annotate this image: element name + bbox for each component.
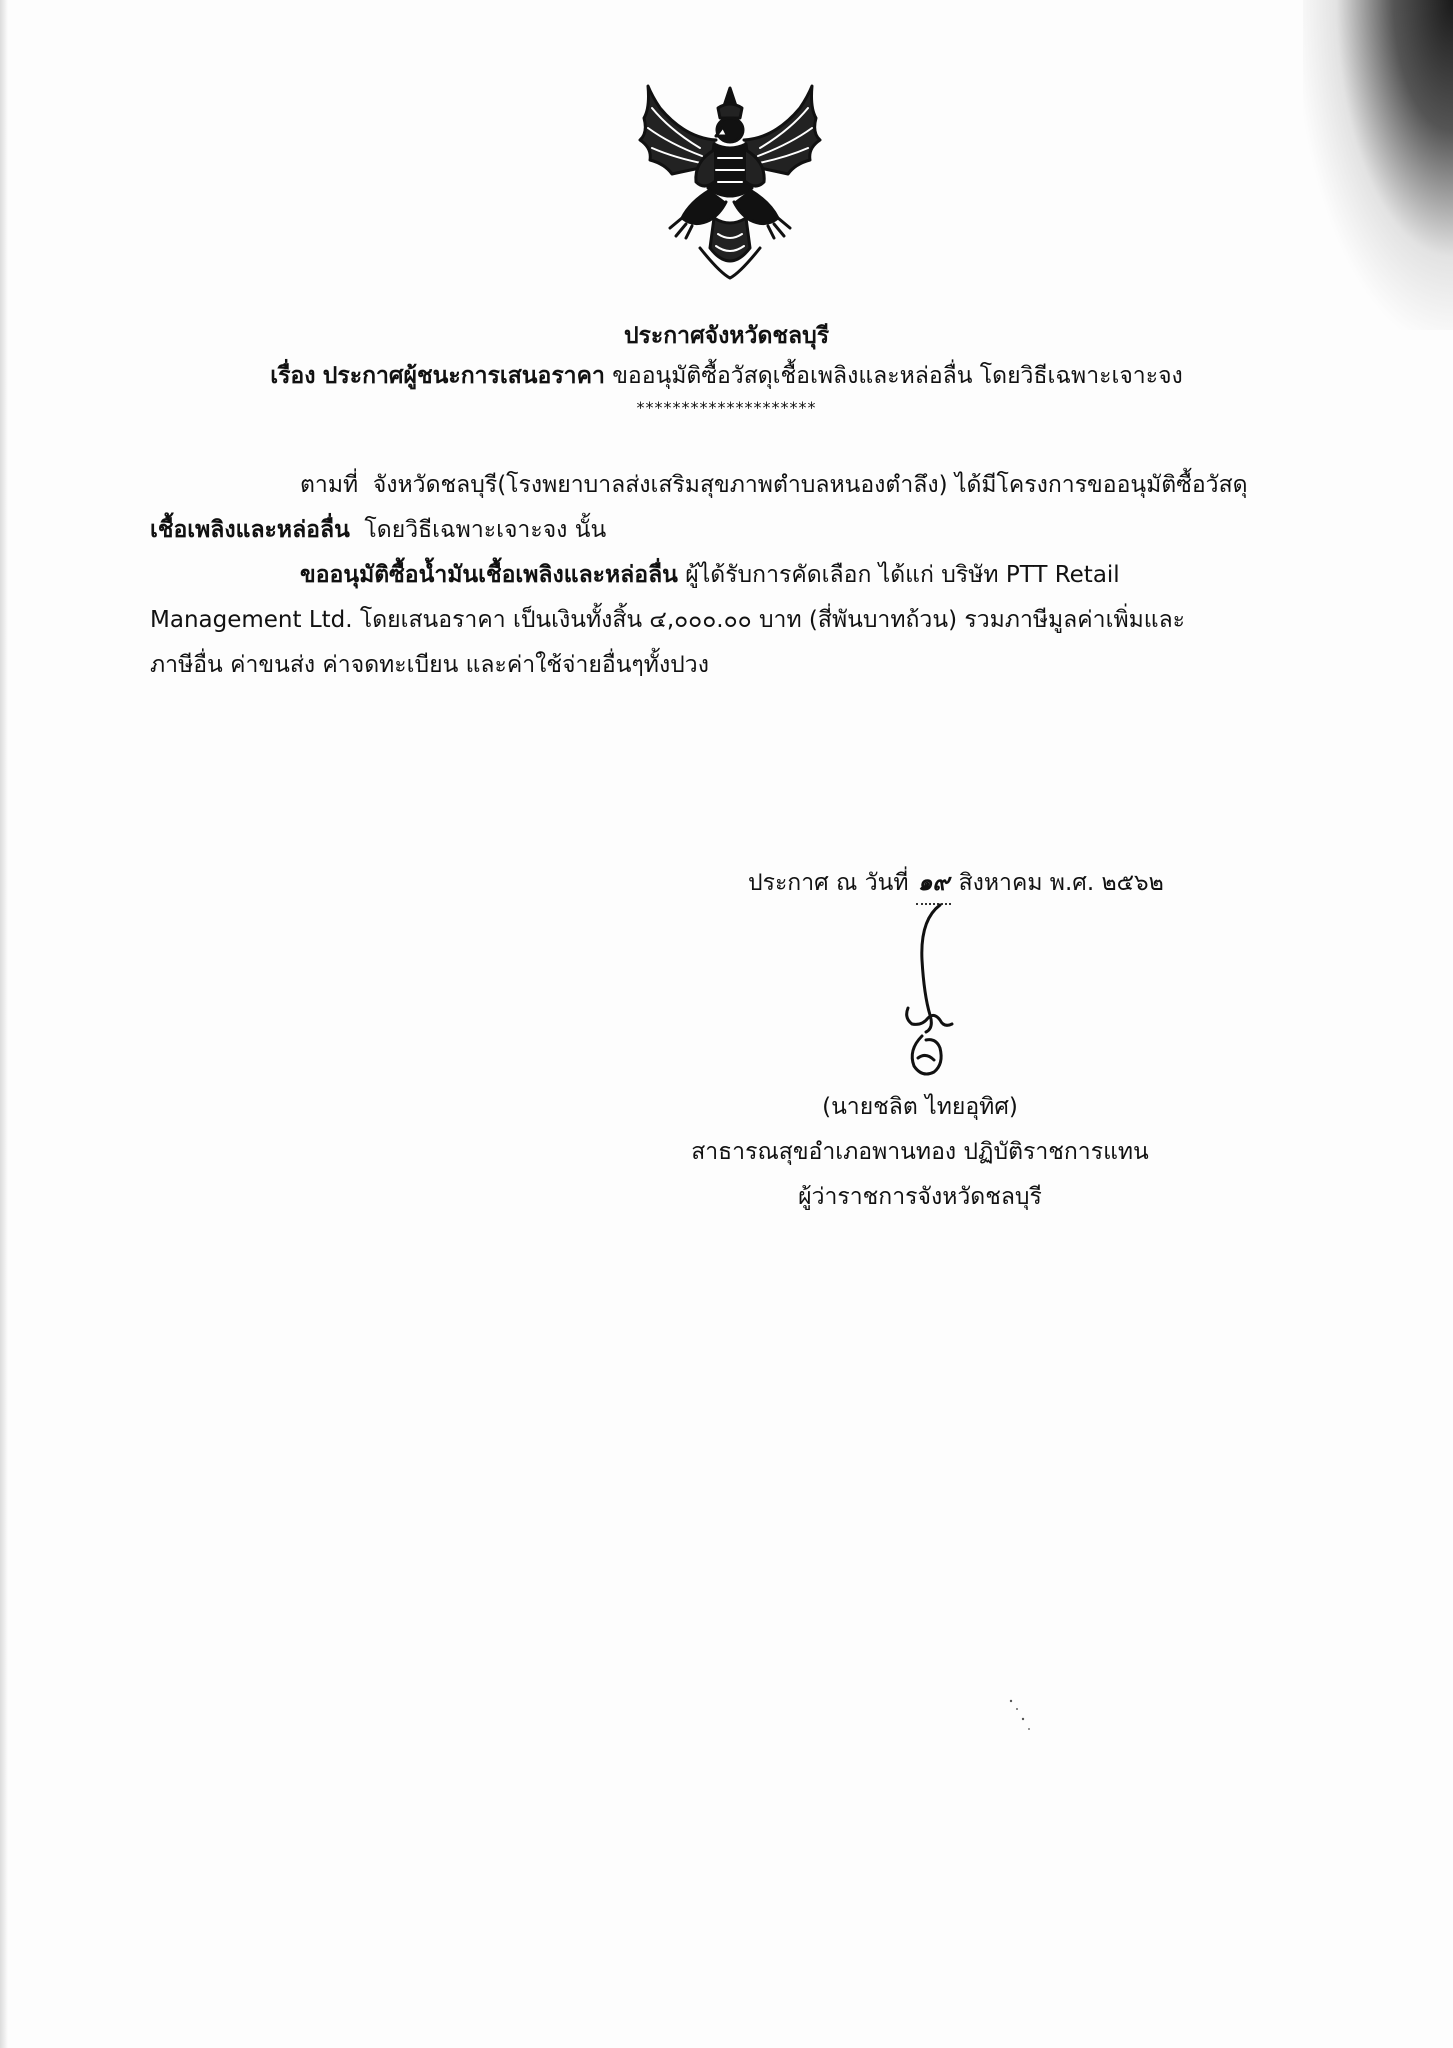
document-body [150, 463, 1305, 688]
paragraph-1 [150, 463, 1305, 553]
signer-block [600, 1085, 1240, 1220]
handwritten-signature-icon [860, 900, 990, 1090]
date-prefix: ประกาศ ณ วันที่ [748, 870, 909, 896]
announcement-header [0, 316, 1453, 420]
subject-bold: ประกาศผู้ชนะการเสนอราคา [322, 363, 605, 389]
signer-title: ผู้ว่าราชการจังหวัดชลบุรี [798, 1184, 1042, 1210]
separator-stars: ******************** [636, 398, 817, 417]
para1-text: จังหวัดชลบุรี(โรงพยาบาลส่งเสริมสุขภาพตำบลหนองตำลึง) ได้มีโครงการขออนุมัติซื้อวัสดุ [372, 472, 1248, 498]
para2-line3: ภาษีอื่น ค่าขนส่ง ค่าจดทะเบียน และค่าใช้จ่ายอื่นๆทั้งปวง [150, 652, 709, 678]
scan-shadow [1303, 0, 1453, 330]
scan-specks [1005, 1695, 1035, 1735]
document-title: ประกาศจังหวัดชลบุรี [623, 323, 830, 349]
subject-label: เรื่อง [270, 363, 316, 389]
signer-name: (นายชลิต ไทยอุทิศ) [822, 1094, 1018, 1120]
announcement-date [748, 863, 1348, 905]
subject-text: ขออนุมัติซื้อวัสดุเชื้อเพลิงและหล่อลื่น โดยวิธีเฉพาะเจาะจง [612, 363, 1183, 389]
para2-bold: ขออนุมัติซื้อน้ำมันเชื้อเพลิงและหล่อลื่น [300, 562, 678, 588]
garuda-emblem-icon [630, 78, 830, 283]
para1-lead: ตามที่ [300, 472, 359, 498]
document-subject [0, 356, 1453, 396]
signer-position: สาธารณสุขอำเภอพานทอง ปฏิบัติราชการแทน [691, 1139, 1149, 1165]
scan-edge [0, 0, 8, 2048]
para2-line2: Management Ltd. โดยเสนอราคา เป็นเงินทั้งสิ้น ๔,๐๐๐.๐๐ บาท (สี่พันบาทถ้วน) รวมภาษีมูลค่าเพิ่มและ [150, 607, 1186, 633]
para1-line2-bold: เชื้อเพลิงและหล่อลื่น [150, 517, 350, 543]
para1-line2-text: โดยวิธีเฉพาะเจาะจง นั้น [364, 517, 607, 543]
para2-text1: ผู้ได้รับการคัดเลือก ได้แก่ บริษัท PTT Retail [685, 562, 1120, 588]
date-day: ๑๙ [916, 863, 951, 905]
date-suffix: สิงหาคม พ.ศ. ๒๕๖๒ [958, 870, 1164, 896]
paragraph-2 [150, 553, 1305, 688]
